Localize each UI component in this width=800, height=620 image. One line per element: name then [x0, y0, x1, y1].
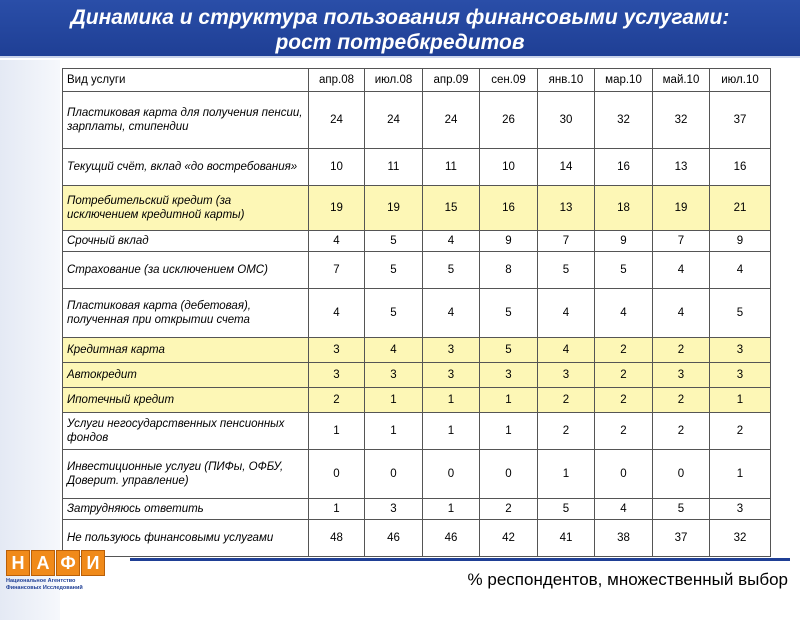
service-name-cell: Инвестиционные услуги (ПИФы, ОФБУ, Доверит. управление) — [63, 450, 309, 499]
title-bar — [0, 0, 800, 58]
value-cell: 4 — [538, 338, 595, 363]
value-cell: 4 — [423, 289, 480, 338]
service-name-cell: Потребительский кредит (за исключением кредитной карты) — [63, 186, 309, 231]
service-name-cell: Услуги негосударственных пенсионных фондов — [63, 413, 309, 450]
value-cell: 0 — [653, 450, 710, 499]
logo-letter: Н — [6, 550, 30, 576]
left-decoration — [0, 60, 60, 620]
value-cell: 2 — [480, 499, 538, 520]
value-cell: 4 — [595, 289, 653, 338]
table-row — [63, 520, 771, 557]
value-cell: 11 — [423, 149, 480, 186]
logo-letter: А — [31, 550, 55, 576]
value-cell: 2 — [538, 413, 595, 450]
footer-divider — [130, 558, 790, 561]
header-period: май.10 — [653, 69, 710, 92]
table-row — [63, 252, 771, 289]
value-cell: 24 — [365, 92, 423, 149]
table-row — [63, 186, 771, 231]
value-cell: 5 — [538, 499, 595, 520]
table-row — [63, 231, 771, 252]
value-cell: 1 — [365, 388, 423, 413]
value-cell: 1 — [309, 413, 365, 450]
logo-letters — [6, 550, 106, 576]
value-cell: 19 — [309, 186, 365, 231]
service-name-cell: Затрудняюсь ответить — [63, 499, 309, 520]
value-cell: 46 — [365, 520, 423, 557]
value-cell: 5 — [595, 252, 653, 289]
value-cell: 11 — [365, 149, 423, 186]
value-cell: 3 — [538, 363, 595, 388]
value-cell: 2 — [595, 338, 653, 363]
value-cell: 26 — [480, 92, 538, 149]
value-cell: 3 — [423, 338, 480, 363]
value-cell: 16 — [480, 186, 538, 231]
value-cell: 4 — [653, 289, 710, 338]
value-cell: 3 — [710, 499, 771, 520]
table-row — [63, 149, 771, 186]
value-cell: 37 — [653, 520, 710, 557]
header-period: мар.10 — [595, 69, 653, 92]
value-cell: 3 — [710, 363, 771, 388]
value-cell: 1 — [423, 413, 480, 450]
value-cell: 0 — [309, 450, 365, 499]
value-cell: 32 — [653, 92, 710, 149]
table-row — [63, 289, 771, 338]
value-cell: 5 — [423, 252, 480, 289]
service-name-cell: Кредитная карта — [63, 338, 309, 363]
value-cell: 9 — [595, 231, 653, 252]
value-cell: 5 — [653, 499, 710, 520]
value-cell: 3 — [653, 363, 710, 388]
value-cell: 0 — [423, 450, 480, 499]
value-cell: 3 — [710, 338, 771, 363]
value-cell: 1 — [710, 388, 771, 413]
value-cell: 5 — [365, 252, 423, 289]
value-cell: 4 — [365, 338, 423, 363]
value-cell: 37 — [710, 92, 771, 149]
value-cell: 42 — [480, 520, 538, 557]
value-cell: 4 — [309, 231, 365, 252]
value-cell: 32 — [710, 520, 771, 557]
service-name-cell: Пластиковая карта (дебетовая), полученная при открытии счета — [63, 289, 309, 338]
value-cell: 13 — [538, 186, 595, 231]
value-cell: 8 — [480, 252, 538, 289]
value-cell: 3 — [423, 363, 480, 388]
value-cell: 4 — [653, 252, 710, 289]
service-name-cell: Ипотечный кредит — [63, 388, 309, 413]
table-row — [63, 92, 771, 149]
value-cell: 4 — [538, 289, 595, 338]
value-cell: 5 — [710, 289, 771, 338]
value-cell: 1 — [423, 388, 480, 413]
value-cell: 2 — [309, 388, 365, 413]
value-cell: 10 — [480, 149, 538, 186]
value-cell: 5 — [365, 289, 423, 338]
value-cell: 1 — [365, 413, 423, 450]
value-cell: 2 — [538, 388, 595, 413]
table-row — [63, 499, 771, 520]
value-cell: 2 — [653, 413, 710, 450]
value-cell: 1 — [480, 388, 538, 413]
table-body — [63, 92, 771, 557]
value-cell: 13 — [653, 149, 710, 186]
service-name-cell: Срочный вклад — [63, 231, 309, 252]
value-cell: 2 — [595, 388, 653, 413]
footer-note: % респондентов, множественный выбор — [467, 570, 788, 589]
table-row — [63, 413, 771, 450]
value-cell: 3 — [309, 363, 365, 388]
value-cell: 15 — [423, 186, 480, 231]
header-period: июл.08 — [365, 69, 423, 92]
logo-letter: И — [81, 550, 105, 576]
nafi-logo — [6, 550, 106, 598]
value-cell: 0 — [480, 450, 538, 499]
value-cell: 2 — [653, 338, 710, 363]
value-cell: 24 — [423, 92, 480, 149]
value-cell: 9 — [710, 231, 771, 252]
header-period: апр.09 — [423, 69, 480, 92]
header-period: сен.09 — [480, 69, 538, 92]
value-cell: 4 — [710, 252, 771, 289]
service-name-cell: Текущий счёт, вклад «до востребования» — [63, 149, 309, 186]
header-service: Вид услуги — [63, 69, 309, 92]
value-cell: 7 — [309, 252, 365, 289]
service-name-cell: Не пользуюсь финансовыми услугами — [63, 520, 309, 557]
value-cell: 1 — [538, 450, 595, 499]
value-cell: 4 — [595, 499, 653, 520]
logo-subtitle-1: Национальное Агентство — [6, 578, 76, 584]
value-cell: 1 — [423, 499, 480, 520]
value-cell: 3 — [365, 499, 423, 520]
value-cell: 30 — [538, 92, 595, 149]
header-period: апр.08 — [309, 69, 365, 92]
value-cell: 38 — [595, 520, 653, 557]
value-cell: 2 — [710, 413, 771, 450]
service-name-cell: Страхование (за исключением ОМС) — [63, 252, 309, 289]
value-cell: 32 — [595, 92, 653, 149]
services-table — [62, 68, 771, 557]
table-container — [62, 68, 770, 557]
value-cell: 2 — [653, 388, 710, 413]
value-cell: 14 — [538, 149, 595, 186]
value-cell: 2 — [595, 363, 653, 388]
service-name-cell: Автокредит — [63, 363, 309, 388]
page-title-line-1: Динамика и структура пользования финансовыми услугами: — [70, 6, 730, 29]
table-row — [63, 338, 771, 363]
value-cell: 48 — [309, 520, 365, 557]
value-cell: 16 — [595, 149, 653, 186]
value-cell: 19 — [653, 186, 710, 231]
header-period: июл.10 — [710, 69, 771, 92]
header-row — [63, 69, 771, 92]
value-cell: 4 — [309, 289, 365, 338]
value-cell: 9 — [480, 231, 538, 252]
value-cell: 0 — [595, 450, 653, 499]
service-name-cell: Пластиковая карта для получения пенсии, зарплаты, стипендии — [63, 92, 309, 149]
table-row — [63, 450, 771, 499]
value-cell: 3 — [309, 338, 365, 363]
value-cell: 5 — [365, 231, 423, 252]
logo-letter: Ф — [56, 550, 80, 576]
value-cell: 3 — [480, 363, 538, 388]
table-row — [63, 363, 771, 388]
value-cell: 19 — [365, 186, 423, 231]
value-cell: 10 — [309, 149, 365, 186]
value-cell: 7 — [538, 231, 595, 252]
value-cell: 3 — [365, 363, 423, 388]
value-cell: 41 — [538, 520, 595, 557]
value-cell: 18 — [595, 186, 653, 231]
value-cell: 2 — [595, 413, 653, 450]
value-cell: 7 — [653, 231, 710, 252]
value-cell: 5 — [480, 338, 538, 363]
value-cell: 21 — [710, 186, 771, 231]
page-title-line-2: рост потребкредитов — [275, 31, 525, 54]
value-cell: 0 — [365, 450, 423, 499]
header-period: янв.10 — [538, 69, 595, 92]
value-cell: 1 — [480, 413, 538, 450]
value-cell: 5 — [480, 289, 538, 338]
value-cell: 24 — [309, 92, 365, 149]
logo-subtitle-2: Финансовых Исследований — [6, 585, 83, 591]
table-row — [63, 388, 771, 413]
value-cell: 1 — [710, 450, 771, 499]
value-cell: 16 — [710, 149, 771, 186]
value-cell: 4 — [423, 231, 480, 252]
value-cell: 5 — [538, 252, 595, 289]
value-cell: 1 — [309, 499, 365, 520]
value-cell: 46 — [423, 520, 480, 557]
